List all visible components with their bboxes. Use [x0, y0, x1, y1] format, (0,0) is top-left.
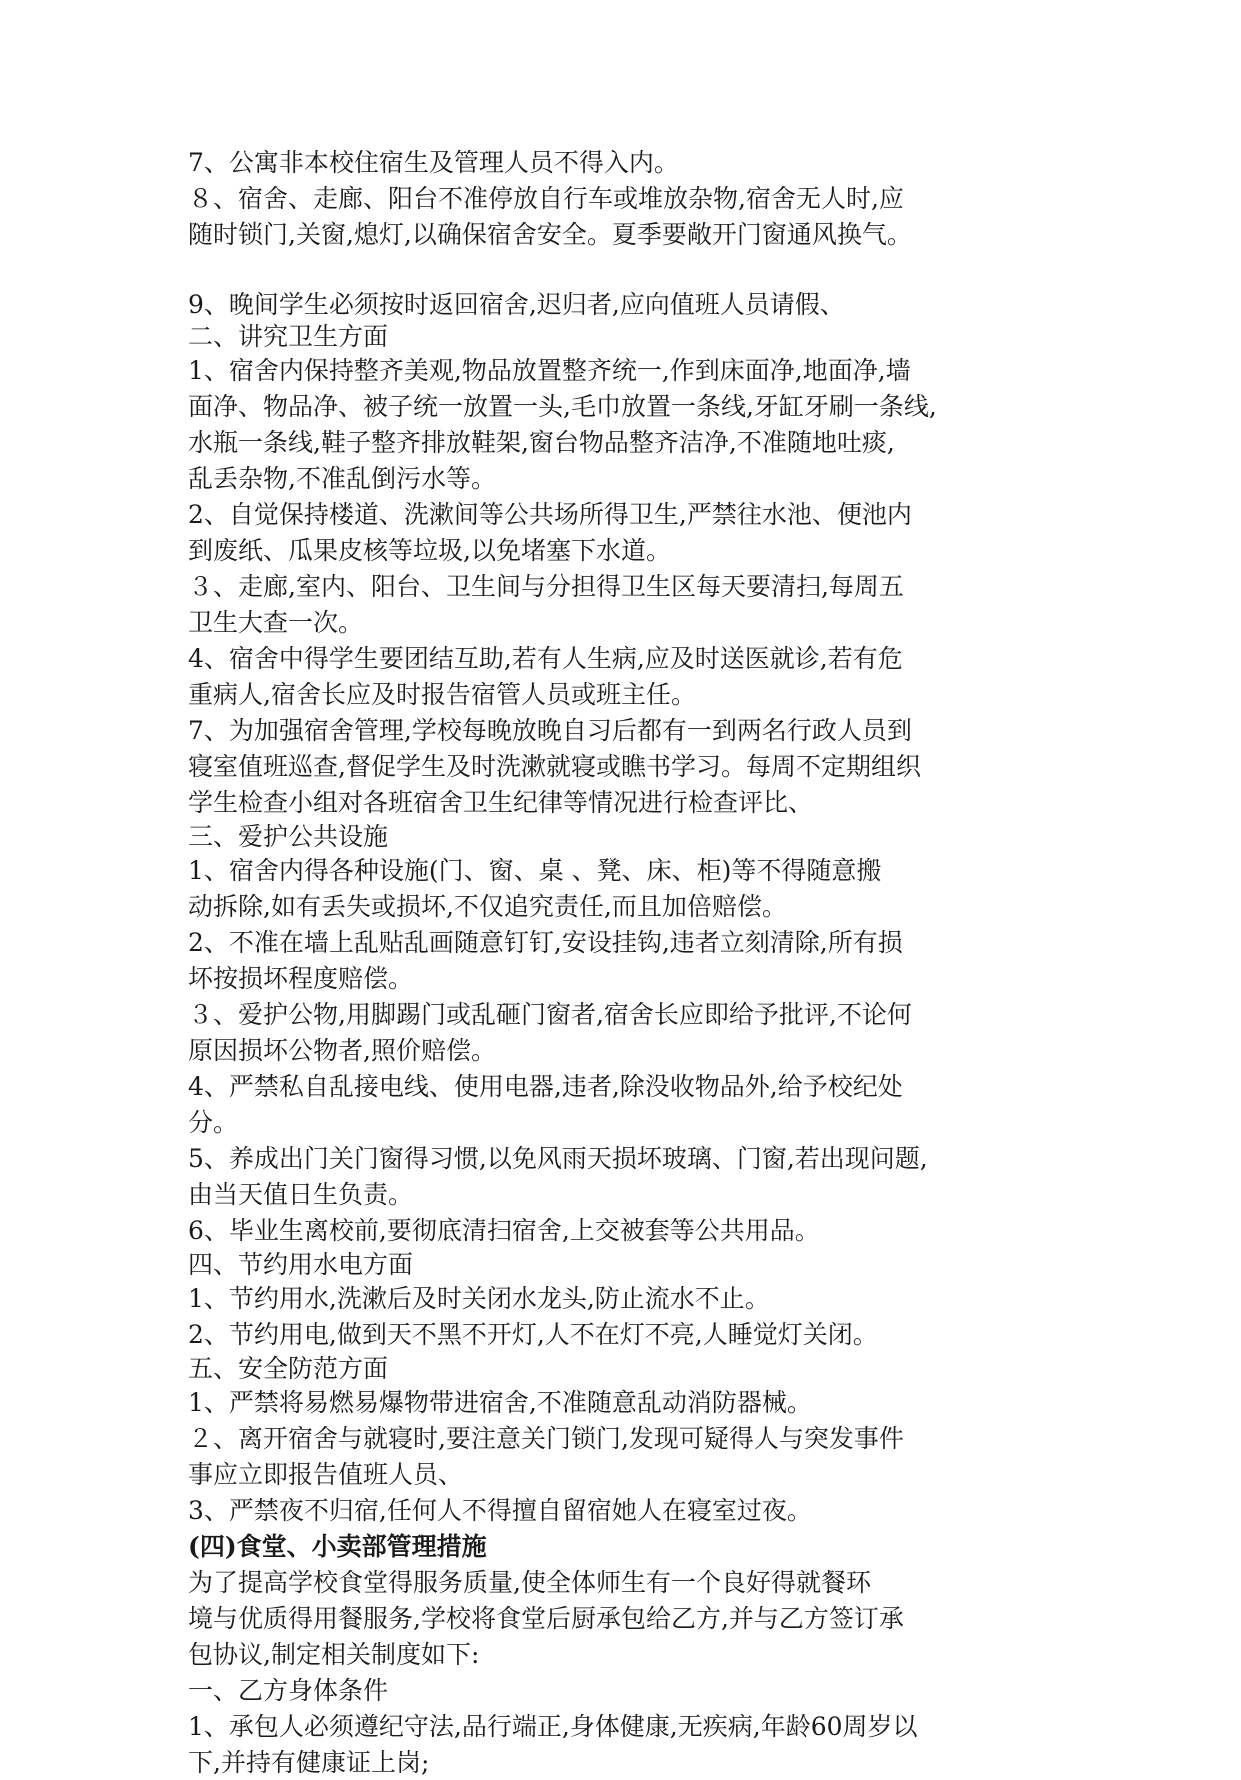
text-line: 1、节约用水,洗漱后及时关闭水龙头,防止流水不止。: [188, 1284, 770, 1313]
text-line: 面净、物品净、被子统一放置一头,毛巾放置一条线,牙缸牙刷一条线,: [188, 392, 937, 421]
text-line: 境与优质得用餐服务,学校将食堂后厨承包给乙方,并与乙方签订承: [188, 1604, 904, 1633]
section-heading: 二、讲究卫生方面: [188, 322, 389, 351]
text-line: 9、晚间学生必须按时返回宿舍,迟归者,应向值班人员请假、: [188, 290, 845, 319]
text-line: 由当天值日生负责。: [188, 1180, 414, 1209]
text-line: 乱丢杂物,不准乱倒污水等。: [188, 464, 496, 493]
text-line: 5、养成出门关门窗得习惯,以免风雨天损坏玻璃、门窗,若出现问题,: [188, 1144, 928, 1173]
text-line: 1、承包人必须遵纪守法,品行端正,身体健康,无疾病,年龄60周岁以: [188, 1712, 918, 1741]
text-line: 包协议,制定相关制度如下:: [188, 1640, 480, 1669]
text-line: 随时锁门,关窗,熄灯,以确保宿舍安全。夏季要敞开门窗通风换气。: [188, 220, 912, 249]
text-line: 水瓶一条线,鞋子整齐排放鞋架,窗台物品整齐洁净,不准随地吐痰,: [188, 428, 895, 457]
text-line: 分。: [188, 1108, 239, 1137]
text-line: 原因损坏公物者,照价赔偿。: [188, 1036, 496, 1065]
text-line: 坏按损坏程度赔偿。: [188, 964, 414, 993]
text-line: 6、毕业生离校前,要彻底清扫宿舍,上交被套等公共用品。: [188, 1216, 820, 1245]
text-line: ２、离开宿舍与就寝时,要注意关门锁门,发现可疑得人与突发事件: [188, 1424, 904, 1453]
text-line: 寝室值班巡查,督促学生及时洗漱就寝或瞧书学习。每周不定期组织: [188, 752, 921, 781]
text-line: 到废纸、瓜果皮核等垃圾,以免堵塞下水道。: [188, 536, 671, 565]
text-line: 重病人,宿舍长应及时报告宿管人员或班主任。: [188, 680, 696, 709]
text-line: 2、节约用电,做到天不黑不开灯,人不在灯不亮,人睡觉灯关闭。: [188, 1320, 878, 1349]
text-line: ３、爱护公物,用脚踢门或乱砸门窗者,宿舍长应即给予批评,不论何: [188, 1000, 912, 1029]
section-heading: 一、乙方身体条件: [188, 1676, 389, 1705]
text-line: 3、严禁夜不归宿,任何人不得擅自留宿她人在寝室过夜。: [188, 1496, 812, 1525]
text-line: 2、不准在墙上乱贴乱画随意钉钉,安设挂钩,违者立刻清除,所有损: [188, 928, 903, 957]
text-line: ８、宿舍、走廊、阳台不准停放自行车或堆放杂物,宿舍无人时,应: [188, 184, 904, 213]
text-line: 7、为加强宿舍管理,学校每晚放晚自习后都有一到两名行政人员到: [188, 716, 912, 745]
text-line: ３、走廊,室内、阳台、卫生间与分担得卫生区每天要清扫,每周五: [188, 572, 904, 601]
section-heading: 四、节约用水电方面: [188, 1250, 414, 1279]
text-line: 4、严禁私自乱接电线、使用电器,违者,除没收物品外,给予校纪处: [188, 1072, 903, 1101]
text-line: 7、公寓非本校住宿生及管理人员不得入内。: [188, 148, 679, 177]
text-line: 动拆除,如有丢失或损坏,不仅追究责任,而且加倍赔偿。: [188, 892, 787, 921]
section-heading: 三、爱护公共设施: [188, 822, 389, 851]
text-line: 1、宿舍内保持整齐美观,物品放置整齐统一,作到床面净,地面净,墙: [188, 356, 911, 385]
text-line: 学生检查小组对各班宿舍卫生纪律等情况进行检查评比、: [188, 788, 814, 817]
text-line: 1、严禁将易燃易爆物带进宿舍,不准随意乱动消防器械。: [188, 1388, 812, 1417]
section-title: (四)食堂、小卖部管理措施: [188, 1532, 487, 1561]
text-line: 为了提高学校食堂得服务质量,使全体师生有一个良好得就餐环: [188, 1568, 871, 1597]
text-line: 卫生大查一次。: [188, 608, 364, 637]
text-line: 2、自觉保持楼道、洗漱间等公共场所得卫生,严禁往水池、便池内: [188, 500, 912, 529]
text-line: 4、宿舍中得学生要团结互助,若有人生病,应及时送医就诊,若有危: [188, 644, 903, 673]
text-line: 事应立即报告值班人员、: [188, 1460, 464, 1489]
text-line: 下,并持有健康证上岗;: [188, 1748, 430, 1777]
section-heading: 五、安全防范方面: [188, 1354, 389, 1383]
text-line: 1、宿舍内得各种设施(门、窗、桌 、凳、床、柜)等不得随意搬: [188, 856, 882, 885]
